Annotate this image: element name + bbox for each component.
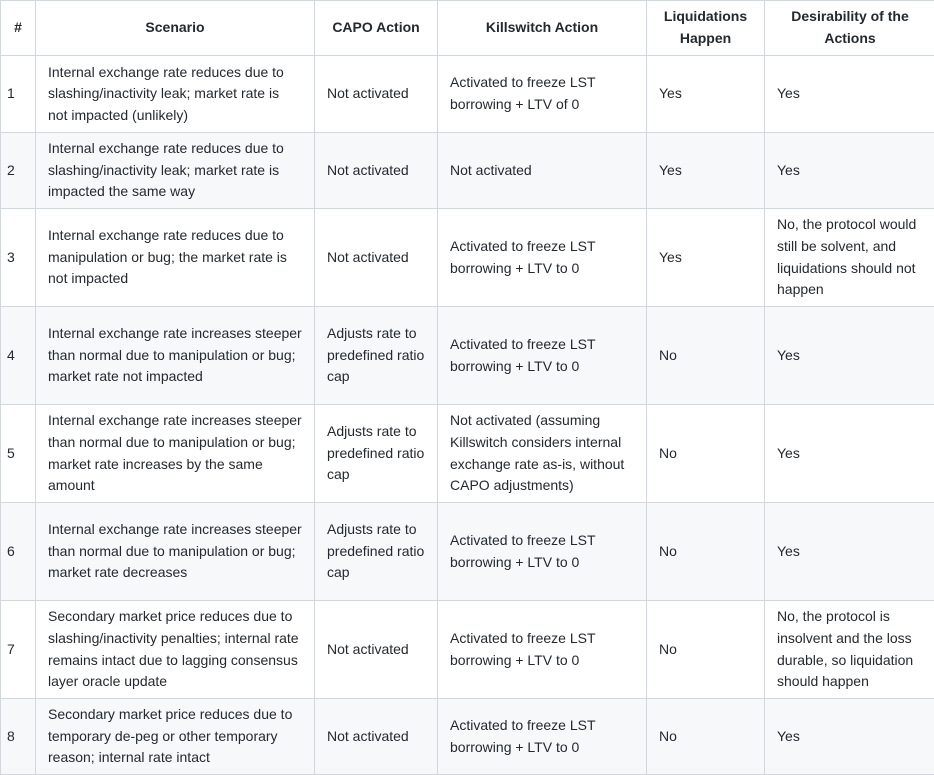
cell-number: 2 bbox=[1, 133, 36, 209]
cell-number: 4 bbox=[1, 307, 36, 405]
cell-capo-action: Not activated bbox=[315, 601, 438, 699]
table-row bbox=[1, 405, 934, 503]
cell-desirability: No, the protocol would still be solvent, and liquidations should not happen bbox=[765, 209, 934, 307]
cell-killswitch-action: Not activated (assuming Killswitch considers internal exchange rate as-is, without CAPO adjustments) bbox=[438, 405, 647, 503]
table-row bbox=[1, 56, 934, 133]
cell-capo-action: Not activated bbox=[315, 699, 438, 775]
header-killswitch-action: Killswitch Action bbox=[438, 1, 647, 56]
cell-capo-action: Not activated bbox=[315, 133, 438, 209]
cell-scenario: Secondary market price reduces due to slashing/inactivity penalties; internal rate remains intact due to lagging consensus layer oracle update bbox=[36, 601, 315, 699]
cell-liquidations: Yes bbox=[647, 133, 765, 209]
cell-desirability: No, the protocol is insolvent and the loss durable, so liquidation should happen bbox=[765, 601, 934, 699]
cell-scenario: Internal exchange rate reduces due to slashing/inactivity leak; market rate is not impacted (unlikely) bbox=[36, 56, 315, 133]
cell-liquidations: No bbox=[647, 699, 765, 775]
cell-liquidations: No bbox=[647, 405, 765, 503]
cell-capo-action: Adjusts rate to predefined ratio cap bbox=[315, 503, 438, 601]
cell-killswitch-action: Activated to freeze LST borrowing + LTV of 0 bbox=[438, 56, 647, 133]
header-row bbox=[1, 1, 934, 56]
table-row bbox=[1, 601, 934, 699]
cell-killswitch-action: Activated to freeze LST borrowing + LTV to 0 bbox=[438, 209, 647, 307]
cell-killswitch-action: Activated to freeze LST borrowing + LTV to 0 bbox=[438, 699, 647, 775]
header-scenario: Scenario bbox=[36, 1, 315, 56]
cell-number: 3 bbox=[1, 209, 36, 307]
table-row bbox=[1, 503, 934, 601]
cell-liquidations: No bbox=[647, 307, 765, 405]
cell-scenario: Internal exchange rate reduces due to slashing/inactivity leak; market rate is impacted the same way bbox=[36, 133, 315, 209]
cell-capo-action: Not activated bbox=[315, 209, 438, 307]
header-capo-action: CAPO Action bbox=[315, 1, 438, 56]
table-row bbox=[1, 307, 934, 405]
header-number: # bbox=[1, 1, 36, 56]
table-row bbox=[1, 699, 934, 775]
header-desirability: Desirability of the Actions bbox=[765, 1, 934, 56]
cell-capo-action: Adjusts rate to predefined ratio cap bbox=[315, 405, 438, 503]
cell-scenario: Internal exchange rate increases steeper than normal due to manipulation or bug; market rate increases by the same amount bbox=[36, 405, 315, 503]
cell-scenario: Internal exchange rate increases steeper than normal due to manipulation or bug; market rate decreases bbox=[36, 503, 315, 601]
cell-scenario: Internal exchange rate increases steeper than normal due to manipulation or bug; market rate not impacted bbox=[36, 307, 315, 405]
cell-liquidations: Yes bbox=[647, 209, 765, 307]
cell-number: 7 bbox=[1, 601, 36, 699]
cell-liquidations: Yes bbox=[647, 56, 765, 133]
cell-desirability: Yes bbox=[765, 56, 934, 133]
table-row bbox=[1, 133, 934, 209]
cell-liquidations: No bbox=[647, 503, 765, 601]
table-row bbox=[1, 209, 934, 307]
table-body bbox=[1, 56, 934, 775]
cell-killswitch-action: Not activated bbox=[438, 133, 647, 209]
table-header bbox=[1, 1, 934, 56]
cell-number: 5 bbox=[1, 405, 36, 503]
cell-liquidations: No bbox=[647, 601, 765, 699]
cell-killswitch-action: Activated to freeze LST borrowing + LTV to 0 bbox=[438, 503, 647, 601]
cell-killswitch-action: Activated to freeze LST borrowing + LTV to 0 bbox=[438, 601, 647, 699]
cell-desirability: Yes bbox=[765, 133, 934, 209]
cell-desirability: Yes bbox=[765, 307, 934, 405]
header-liquidations-happen: Liquidations Happen bbox=[647, 1, 765, 56]
cell-capo-action: Adjusts rate to predefined ratio cap bbox=[315, 307, 438, 405]
cell-number: 6 bbox=[1, 503, 36, 601]
cell-number: 1 bbox=[1, 56, 36, 133]
cell-capo-action: Not activated bbox=[315, 56, 438, 133]
cell-killswitch-action: Activated to freeze LST borrowing + LTV to 0 bbox=[438, 307, 647, 405]
cell-scenario: Secondary market price reduces due to temporary de-peg or other temporary reason; internal rate intact bbox=[36, 699, 315, 775]
cell-desirability: Yes bbox=[765, 405, 934, 503]
cell-number: 8 bbox=[1, 699, 36, 775]
cell-scenario: Internal exchange rate reduces due to manipulation or bug; the market rate is not impacted bbox=[36, 209, 315, 307]
cell-desirability: Yes bbox=[765, 699, 934, 775]
cell-desirability: Yes bbox=[765, 503, 934, 601]
